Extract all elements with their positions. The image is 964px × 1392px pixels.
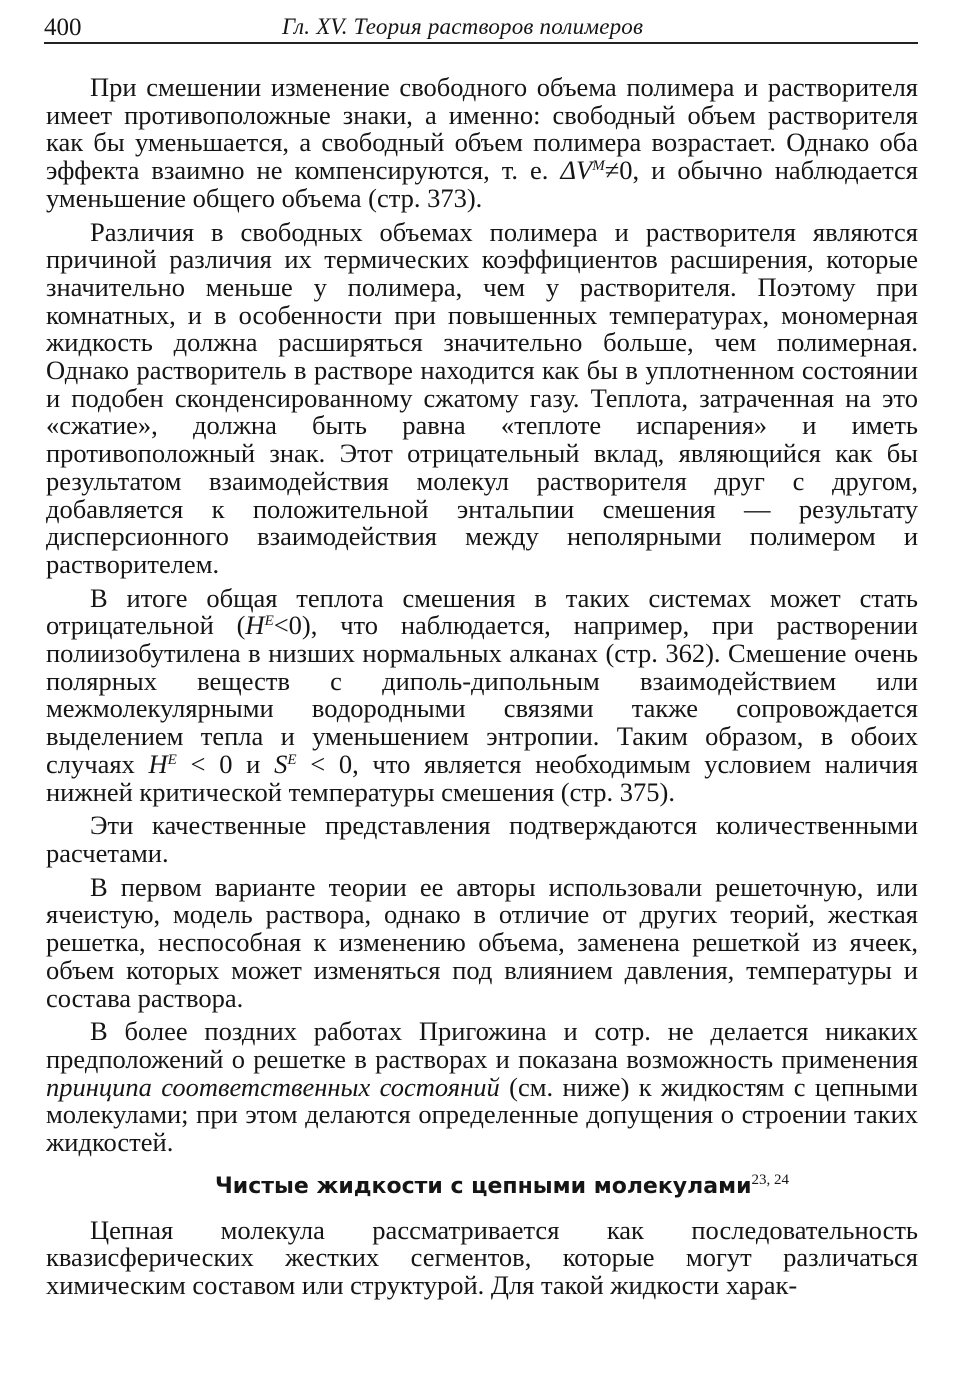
running-header (44, 14, 918, 44)
paragraph-expansion: Различия в свободных объемах полимера и растворителя являются причиной различия их термических коэффициентов расширения, которые значительно меньше у полимера, чем у растворителя. Поэтому при комнатных, и в особенности при повышенных температурах, мономерная жидкость должна расширяться значительно больше, чем полимерная. Однако растворитель в растворе находится как бы в уплотненном состоянии и подобен сконденсированному сжатому газу. Теплота, затраченная на это «сжатие», должна быть равна «теплоте испарения» и иметь противоположный знак. Этот отрицательный вклад, являющийся как бы результатом взаимодействия молекул растворителя друг с другом, добавляется к положительной энтальпии смешения — результату дисперсионного взаимодействия между неполярными полимером и растворителем. (46, 216, 918, 579)
math-superscript: M (592, 158, 605, 175)
page-number: 400 (44, 14, 82, 41)
math-h: H (148, 748, 168, 779)
text-run: ≠0, и обычно наблюдается уменьшение общего объема (стр. 373). (46, 155, 918, 213)
text-run: В более поздних работах Пригожина и сотр. не делается никаких предположений о решетке в растворах и показана возможность применения (46, 1016, 918, 1074)
paragraph-prigogine (46, 1018, 918, 1157)
chapter-title: Гл. XV. Теория растворов полимеров (282, 14, 644, 39)
emphasis-corresponding-states: принципа соответственных состояний (46, 1071, 500, 1102)
math-superscript: E (167, 751, 177, 768)
paragraph-free-volume (46, 74, 918, 213)
text-run: При смешении изменение свободного объема полимера и растворителя имеет противоположные знаки, а именно: свободный объем растворителя как бы уменьшается, а свободный объем полимера возрастает. Однако оба эффекта взаимно не компенсируются, т. е. (46, 72, 918, 186)
paragraph-heat-of-mixing (46, 582, 918, 807)
math-superscript: E (264, 613, 274, 630)
body-text (46, 74, 918, 1300)
math-superscript: E (287, 751, 297, 768)
paragraph-lattice-model: В первом варианте теории ее авторы использовали решеточную, или ячеистую, модель раствора, однако в отличие от других теорий, жесткая решетка, неспособная к изменению объема, заменена решеткой из ячеек, объем которых может изменяться под влиянием давления, температуры и состава раствора. (46, 871, 918, 1013)
text-run: <0), что наблюдается, например, при растворении полиизобутилена в низших нормальных алканах (стр. 362). Смешение очень полярных веществ с диполь-дипольным взаимодействием или межмолекулярными водородными связями также сопровождается выделением тепла и уменьшением энтропии. Таким образом, в обоих случаях (46, 610, 918, 779)
reference-superscript: 23, 24 (751, 1171, 789, 1188)
math-s: S (274, 748, 288, 779)
math-delta-v: ΔV (560, 155, 593, 186)
section-heading (46, 1173, 918, 1201)
paragraph-chain-molecule: Цепная молекула рассматривается как последовательность квазисферических жестких сегментов, которые могут различаться химическим составом или структурой. Для такой жидкости харак- (46, 1214, 918, 1301)
text-run: (см. ниже) к жидкостям с цепными молекулами; при этом делаются определенные допущения о строении таких жидкостей. (46, 1071, 918, 1158)
text-run: < 0, что является необходимым условием наличия нижней критической температуры смешения (стр. 375). (46, 748, 918, 807)
paragraph-quantitative: Эти качественные представления подтверждаются количественными расчетами. (46, 810, 918, 868)
section-heading-text: Чистые жидкости с цепными молекулами (215, 1173, 752, 1199)
text-run: В итоге общая теплота смешения в таких системах может стать отрицательной ( (46, 582, 918, 641)
math-h: H (245, 610, 265, 641)
text-run: < 0 и (176, 748, 275, 779)
